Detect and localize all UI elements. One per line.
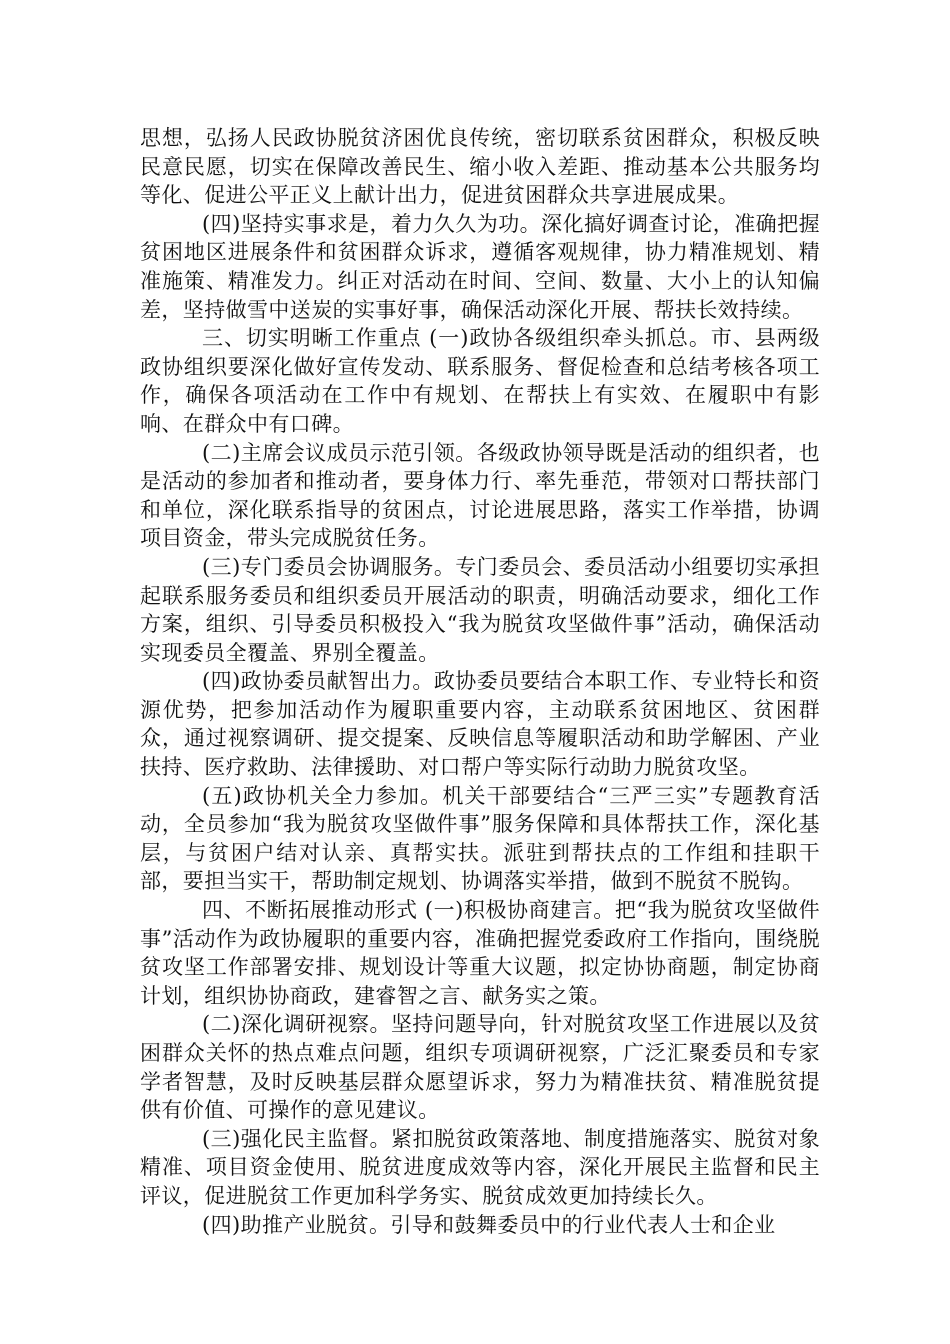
paragraph: (二)主席会议成员示范引领。各级政协领导既是活动的组织者，也是活动的参加者和推动者，要身体力行、率先垂范，带领对口帮扶部门和单位，深化联系指导的贫困点，讨论进展思路，落实工作举措，协调项目资金，带头完成脱贫任务。 xyxy=(140,440,820,551)
paragraph: (五)政协机关全力参加。机关干部要结合“三严三实”专题教育活动，全员参加“我为脱贫攻坚做件事”服务保障和具体帮扶工作，深化基层，与贫困户结对认亲、真帮实扶。派驻到帮扶点的工作组和挂职干部，要担当实干，帮助制定规划、协调落实举措，做到不脱贫不脱钩。 xyxy=(140,783,820,894)
paragraph: (四)政协委员献智出力。政协委员要结合本职工作、专业特长和资源优势，把参加活动作为履职重要内容，主动联系贫困地区、贫困群众，通过视察调研、提交提案、反映信息等履职活动和助学解困、产业扶持、医疗救助、法律援助、对口帮户等实际行动助力脱贫攻坚。 xyxy=(140,669,820,780)
paragraph: (二)深化调研视察。坚持问题导向，针对脱贫攻坚工作进展以及贫困群众关怀的热点难点问题，组织专项调研视察，广泛汇聚委员和专家学者智慧，及时反映基层群众愿望诉求，努力为精准扶贫、精准脱贫提供有价值、可操作的意见建议。 xyxy=(140,1012,820,1123)
paragraph: (三)专门委员会协调服务。专门委员会、委员活动小组要切实承担起联系服务委员和组织委员开展活动的职责，明确活动要求，细化工作方案，组织、引导委员积极投入“我为脱贫攻坚做件事”活动，确保活动实现委员全覆盖、界别全覆盖。 xyxy=(140,554,820,665)
paragraph-truncated: (四)助推产业脱贫。引导和鼓舞委员中的行业代表人士和企业 xyxy=(202,1212,776,1237)
section-heading-paragraph: 三、切实明晰工作重点 (一)政协各级组织牵头抓总。市、县两级政协组织要深化做好宣传发动、联系服务、督促检查和总结考核各项工作，确保各项活动在工作中有规划、在帮扶上有实效、在履职中有影响、在群众中有口碑。 xyxy=(140,326,820,436)
paragraph: (四)坚持实事求是，着力久久为功。深化搞好调查讨论，准确把握贫困地区进展条件和贫困群众诉求，遵循客观规律，协力精准规划、精准施策、精准发力。纠正对活动在时间、空间、数量、大小上的认知偏差，坚持做雪中送炭的实事好事，确保活动深化开展、帮扶长效持续。 xyxy=(140,211,820,322)
paragraph-continued: 思想，弘扬人民政协脱贫济困优良传统，密切联系贫困群众，积极反映民意民愿，切实在保障改善民生、缩小收入差距、推动基本公共服务均等化、促进公平正义上献计出力，促进贫困群众共享进展成果。 xyxy=(140,126,820,208)
paragraph: (三)强化民主监督。紧扣脱贫政策落地、制度措施落实、脱贫对象精准、项目资金使用、脱贫进度成效等内容，深化开展民主监督和民主评议，促进脱贫工作更加科学务实、脱贫成效更加持续长久。 xyxy=(140,1126,820,1208)
document-page xyxy=(140,124,820,1239)
section-heading-paragraph: 四、不断拓展推动形式 (一)积极协商建言。把“我为脱贫攻坚做件事”活动作为政协履职的重要内容，准确把握党委政府工作指向，围绕脱贫攻坚工作部署安排、规划设计等重大议题，拟定协协商题，制定协商计划，组织协协商政，建睿智之言、献务实之策。 xyxy=(140,898,820,1008)
